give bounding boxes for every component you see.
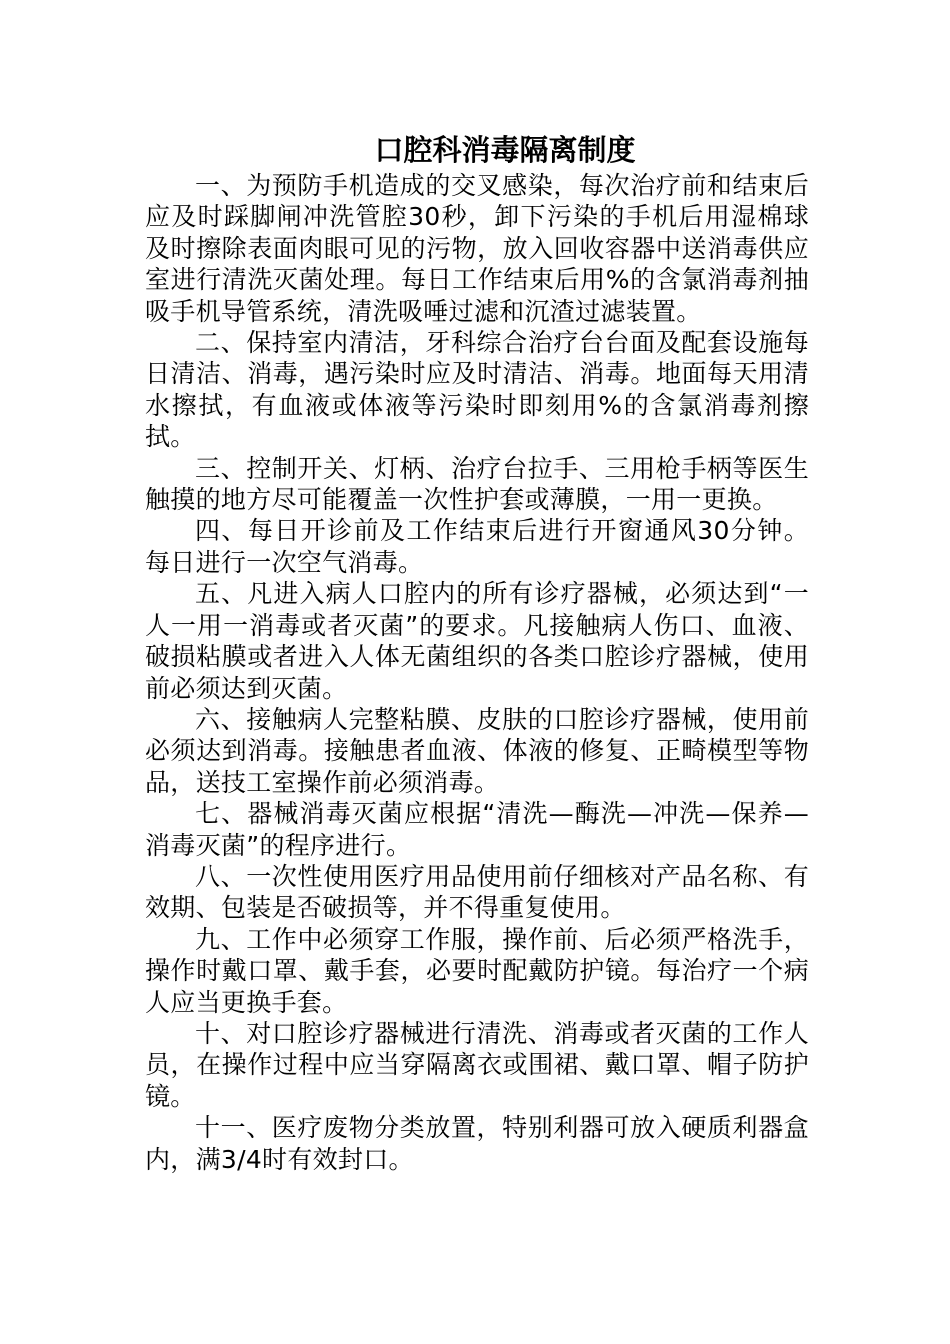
- paragraph-5: 五、凡进入病人口腔内的所有诊疗器械，必须达到“一人一用一消毒或者灭菌”的要求。凡接触病人伤口、血液、破损粘膜或者进入人体无菌组织的各类口腔诊疗器械，使用前必须达到灭菌。: [145, 579, 809, 703]
- paragraph-4: 四、每日开诊前及工作结束后进行开窗通风30分钟。每日进行一次空气消毒。: [145, 516, 809, 577]
- paragraph-3: 三、控制开关、灯柄、治疗台拉手、三用枪手柄等医生触摸的地方尽可能覆盖一次性护套或薄膜，一用一更换。: [145, 453, 809, 515]
- paragraph-2: 二、保持室内清洁，牙科综合治疗台台面及配套设施每日清洁、消毒，遇污染时应及时清洁、消毒。地面每天用清水擦拭，有血液或体液等污染时即刻用%的含氯消毒剂擦拭。: [145, 328, 809, 452]
- paragraph-10: 十、对口腔诊疗器械进行清洗、消毒或者灭菌的工作人员，在操作过程中应当穿隔离衣或围裙、戴口罩、帽子防护镜。: [145, 1018, 809, 1111]
- document-body: [145, 170, 809, 1175]
- paragraph-8: 八、一次性使用医疗用品使用前仔细核对产品名称、有效期、包装是否破损等，并不得重复使用。: [145, 861, 809, 923]
- paragraph-7: 七、器械消毒灭菌应根据“清洗—酶洗—冲洗—保养—消毒灭菌”的程序进行。: [145, 799, 809, 860]
- paragraph-1: 一、为预防手机造成的交叉感染，每次治疗前和结束后应及时踩脚闸冲洗管腔30秒，卸下污染的手机后用湿棉球及时擦除表面肉眼可见的污物，放入回收容器中送消毒供应室进行清洗灭菌处理。每日工作结束后用%的含氯消毒剂抽吸手机导管系统，清洗吸唾过滤和沉渣过滤装置。: [145, 171, 809, 326]
- document-title: 口腔科消毒隔离制度: [374, 133, 636, 167]
- paragraph-11: 十一、医疗废物分类放置，特别利器可放入硬质利器盒内，满3/4时有效封口。: [145, 1113, 809, 1174]
- paragraph-9: 九、工作中必须穿工作服，操作前、后必须严格洗手，操作时戴口罩、戴手套，必要时配戴防护镜。每治疗一个病人应当更换手套。: [145, 924, 809, 1017]
- paragraph-6: 六、接触病人完整粘膜、皮肤的口腔诊疗器械，使用前必须达到消毒。接触患者血液、体液的修复、正畸模型等物品，送技工室操作前必须消毒。: [145, 704, 809, 797]
